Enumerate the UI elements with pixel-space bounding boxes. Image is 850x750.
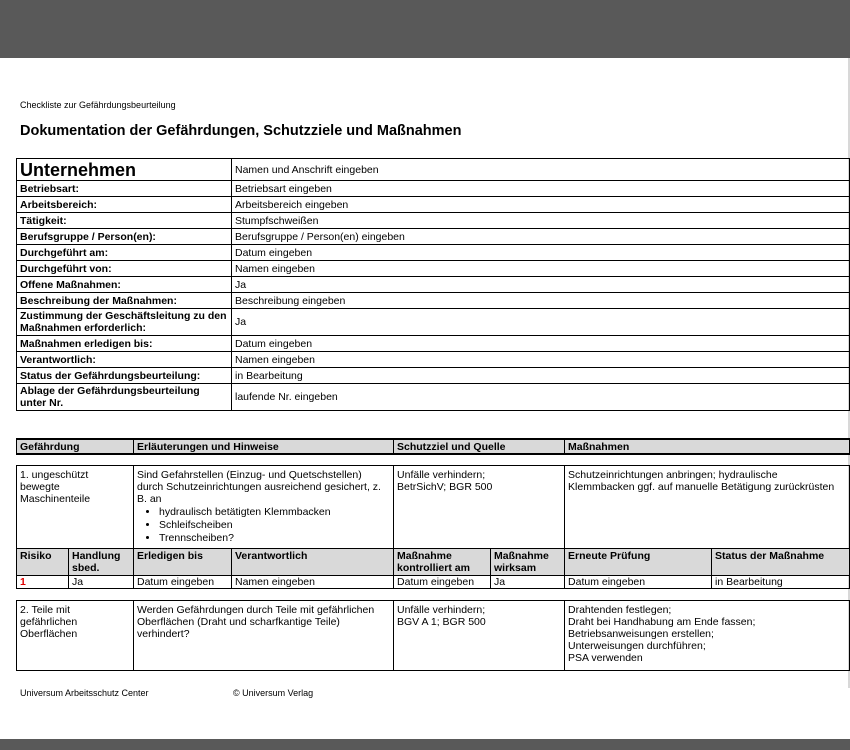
list-item: • Schleifscheiben bbox=[159, 519, 390, 532]
info-value-field[interactable]: Datum eingeben bbox=[232, 336, 850, 352]
goal-line: BetrSichV; BGR 500 bbox=[397, 481, 493, 493]
explanation-list bbox=[137, 506, 390, 545]
subheader-status: Status der Maßnahme bbox=[712, 549, 850, 576]
info-label: Ablage der Gefährdungsbeurteilung unter Nr. bbox=[17, 384, 232, 411]
info-label: Betriebsart: bbox=[17, 181, 232, 197]
measure-line: Draht bei Handhabung am Ende fassen; bbox=[568, 616, 756, 628]
hazard-measures: Schutzeinrichtungen anbringen; hydraulische Klemmbacken ggf. auf manuelle Betätigung zurückrüsten bbox=[565, 466, 850, 549]
hazard-goal bbox=[394, 601, 565, 671]
info-label: Durchgeführt von: bbox=[17, 261, 232, 277]
info-value-field[interactable]: Stumpfschweißen bbox=[232, 213, 850, 229]
recheck-date-field[interactable]: Datum eingeben bbox=[565, 576, 712, 589]
info-value-field[interactable]: Betriebsart eingeben bbox=[232, 181, 850, 197]
info-value-field[interactable]: Namen eingeben bbox=[232, 352, 850, 368]
info-row bbox=[17, 213, 850, 229]
goal-line: Unfälle verhindern; bbox=[397, 469, 486, 481]
subheader-risk: Risiko bbox=[17, 549, 69, 576]
header-hazard: Gefährdung bbox=[17, 439, 134, 454]
hazard-name: 1. ungeschützt bewegte Maschinenteile bbox=[17, 466, 134, 549]
subheader-effective: Maßnahme wirksam bbox=[491, 549, 565, 576]
hazard-explanation: Werden Gefährdungen durch Teile mit gefährlichen Oberflächen (Draht und scharfkantige Teile) verhindert? bbox=[134, 601, 394, 671]
info-label: Beschreibung der Maßnahmen: bbox=[17, 293, 232, 309]
info-row bbox=[17, 293, 850, 309]
risk-value-field[interactable]: 1 bbox=[17, 576, 69, 589]
info-value-field[interactable]: Ja bbox=[232, 277, 850, 293]
responsible-field[interactable]: Namen eingeben bbox=[232, 576, 394, 589]
info-label: Berufsgruppe / Person(en): bbox=[17, 229, 232, 245]
subheader-responsible: Verantwortlich bbox=[232, 549, 394, 576]
list-item: • hydraulisch betätigten Klemmbacken bbox=[159, 506, 390, 519]
info-row bbox=[17, 368, 850, 384]
measure-line: Drahtenden festlegen; bbox=[568, 604, 672, 616]
effective-field[interactable]: Ja bbox=[491, 576, 565, 589]
info-label: Zustimmung der Geschäftsleitung zu den Maßnahmen erforderlich: bbox=[17, 309, 232, 336]
subheader-due: Erledigen bis bbox=[134, 549, 232, 576]
info-label: Status der Gefährdungsbeurteilung: bbox=[17, 368, 232, 384]
footer-publisher: Universum Arbeitsschutz Center bbox=[20, 688, 149, 698]
subheader-action-needed: Handlung sbed. bbox=[69, 549, 134, 576]
footer-copyright: © Universum Verlag bbox=[233, 688, 314, 698]
info-value-field[interactable]: Namen und Anschrift eingeben bbox=[232, 159, 850, 181]
info-value-field[interactable]: in Bearbeitung bbox=[232, 368, 850, 384]
subheader-checked: Maßnahme kontrolliert am bbox=[394, 549, 491, 576]
goal-line: BGV A 1; BGR 500 bbox=[397, 616, 486, 628]
info-row bbox=[17, 261, 850, 277]
hazard-block-1 bbox=[16, 465, 850, 589]
info-value-field[interactable]: laufende Nr. eingeben bbox=[232, 384, 850, 411]
due-date-field[interactable]: Datum eingeben bbox=[134, 576, 232, 589]
document-subtitle: Checkliste zur Gefährdungsbeurteilung bbox=[20, 100, 176, 110]
info-value-field[interactable]: Arbeitsbereich eingeben bbox=[232, 197, 850, 213]
list-item: • Trennscheiben? bbox=[159, 532, 390, 545]
info-label: Maßnahmen erledigen bis: bbox=[17, 336, 232, 352]
info-value-field[interactable]: Datum eingeben bbox=[232, 245, 850, 261]
viewer-top-bar bbox=[0, 0, 850, 58]
header-measures: Maßnahmen bbox=[565, 439, 850, 454]
info-value-field[interactable]: Ja bbox=[232, 309, 850, 336]
measure-line: Unterweisungen durchführen; bbox=[568, 640, 706, 652]
info-row-company bbox=[17, 159, 850, 181]
hazard-explanation bbox=[134, 466, 394, 549]
info-row bbox=[17, 229, 850, 245]
subheader-recheck: Erneute Prüfung bbox=[565, 549, 712, 576]
hazard-measures bbox=[565, 601, 850, 671]
info-label: Verantwortlich: bbox=[17, 352, 232, 368]
company-info-table bbox=[16, 158, 850, 411]
info-row bbox=[17, 277, 850, 293]
info-value-field[interactable]: Beschreibung eingeben bbox=[232, 293, 850, 309]
info-row bbox=[17, 181, 850, 197]
explanation-text: Sind Gefahrstellen (Einzug- und Quetschstellen) durch Schutzeinrichtungen ausreichend gesichert, z. B. an bbox=[137, 469, 381, 505]
document-title: Dokumentation der Gefährdungen, Schutzziele und Maßnahmen bbox=[20, 123, 462, 139]
hazard-name: 2. Teile mit gefährlichen Oberflächen bbox=[17, 601, 134, 671]
checked-date-field[interactable]: Datum eingeben bbox=[394, 576, 491, 589]
info-value-field[interactable]: Berufsgruppe / Person(en) eingeben bbox=[232, 229, 850, 245]
viewer-bottom-bar bbox=[0, 739, 850, 750]
status-field[interactable]: in Bearbeitung bbox=[712, 576, 850, 589]
info-row bbox=[17, 352, 850, 368]
hazard-goal bbox=[394, 466, 565, 549]
info-row bbox=[17, 245, 850, 261]
hazard-column-header bbox=[16, 438, 850, 455]
header-explanation: Erläuterungen und Hinweise bbox=[134, 439, 394, 454]
info-row bbox=[17, 197, 850, 213]
info-label: Tätigkeit: bbox=[17, 213, 232, 229]
info-label: Durchgeführt am: bbox=[17, 245, 232, 261]
info-label: Arbeitsbereich: bbox=[17, 197, 232, 213]
hazard-block-2 bbox=[16, 600, 850, 671]
measure-line: PSA verwenden bbox=[568, 652, 643, 664]
measure-line: Betriebsanweisungen erstellen; bbox=[568, 628, 714, 640]
info-label: Offene Maßnahmen: bbox=[17, 277, 232, 293]
info-row bbox=[17, 384, 850, 411]
info-row bbox=[17, 309, 850, 336]
action-needed-field[interactable]: Ja bbox=[69, 576, 134, 589]
info-value-field[interactable]: Namen eingeben bbox=[232, 261, 850, 277]
header-goal: Schutzziel und Quelle bbox=[394, 439, 565, 454]
info-row bbox=[17, 336, 850, 352]
goal-line: Unfälle verhindern; bbox=[397, 604, 486, 616]
info-label: Unternehmen bbox=[17, 159, 232, 181]
